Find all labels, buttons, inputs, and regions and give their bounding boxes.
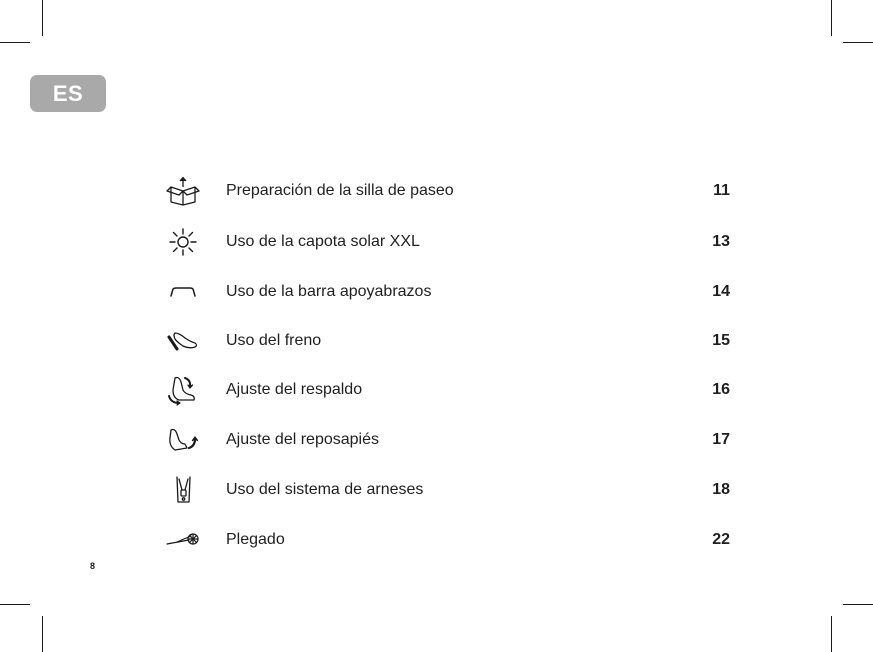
toc-label: Uso de la barra apoyabrazos <box>226 282 432 300</box>
bumper-bar-icon <box>164 276 202 308</box>
toc-row[interactable] <box>164 465 734 514</box>
toc-label: Uso del freno <box>226 331 322 349</box>
crop-mark <box>843 42 873 43</box>
toc-page-number: 22 <box>712 530 730 548</box>
crop-mark <box>831 616 832 652</box>
toc-label: Uso de la capota solar XXL <box>226 232 420 250</box>
toc-label: Uso del sistema de arneses <box>226 480 424 498</box>
crop-mark <box>0 42 30 43</box>
toc-page-number: 15 <box>712 331 730 349</box>
toc-row[interactable] <box>164 365 734 414</box>
footrest-adjust-icon <box>164 424 202 456</box>
toc-label: Plegado <box>226 530 285 548</box>
backrest-adjust-icon <box>164 374 202 406</box>
toc-page-number: 16 <box>712 380 730 398</box>
toc-page-number: 13 <box>712 232 730 250</box>
crop-mark <box>42 616 43 652</box>
toc-row[interactable] <box>164 267 734 316</box>
toc-page-number: 17 <box>712 430 730 448</box>
toc-label: Preparación de la silla de paseo <box>226 181 454 199</box>
toc-label: Ajuste del reposapiés <box>226 430 379 448</box>
foot-brake-icon <box>164 325 202 357</box>
sun-canopy-icon <box>164 226 202 258</box>
page-number: 8 <box>90 561 96 571</box>
crop-mark <box>42 0 43 36</box>
crop-mark <box>831 0 832 36</box>
crop-mark <box>843 604 873 605</box>
toc-row[interactable] <box>164 316 734 365</box>
toc-page-number: 11 <box>713 181 730 199</box>
toc-page-number: 18 <box>712 480 730 498</box>
harness-icon <box>164 474 202 506</box>
fold-stroller-icon <box>164 524 202 556</box>
language-badge: ES <box>30 75 106 112</box>
toc-row[interactable] <box>164 415 734 464</box>
toc-row[interactable] <box>164 166 734 215</box>
toc-row[interactable] <box>164 515 734 564</box>
crop-mark <box>0 604 30 605</box>
toc-row[interactable] <box>164 217 734 266</box>
box-unpack-icon <box>164 175 202 207</box>
toc-page-number: 14 <box>712 282 730 300</box>
toc-label: Ajuste del respaldo <box>226 380 363 398</box>
